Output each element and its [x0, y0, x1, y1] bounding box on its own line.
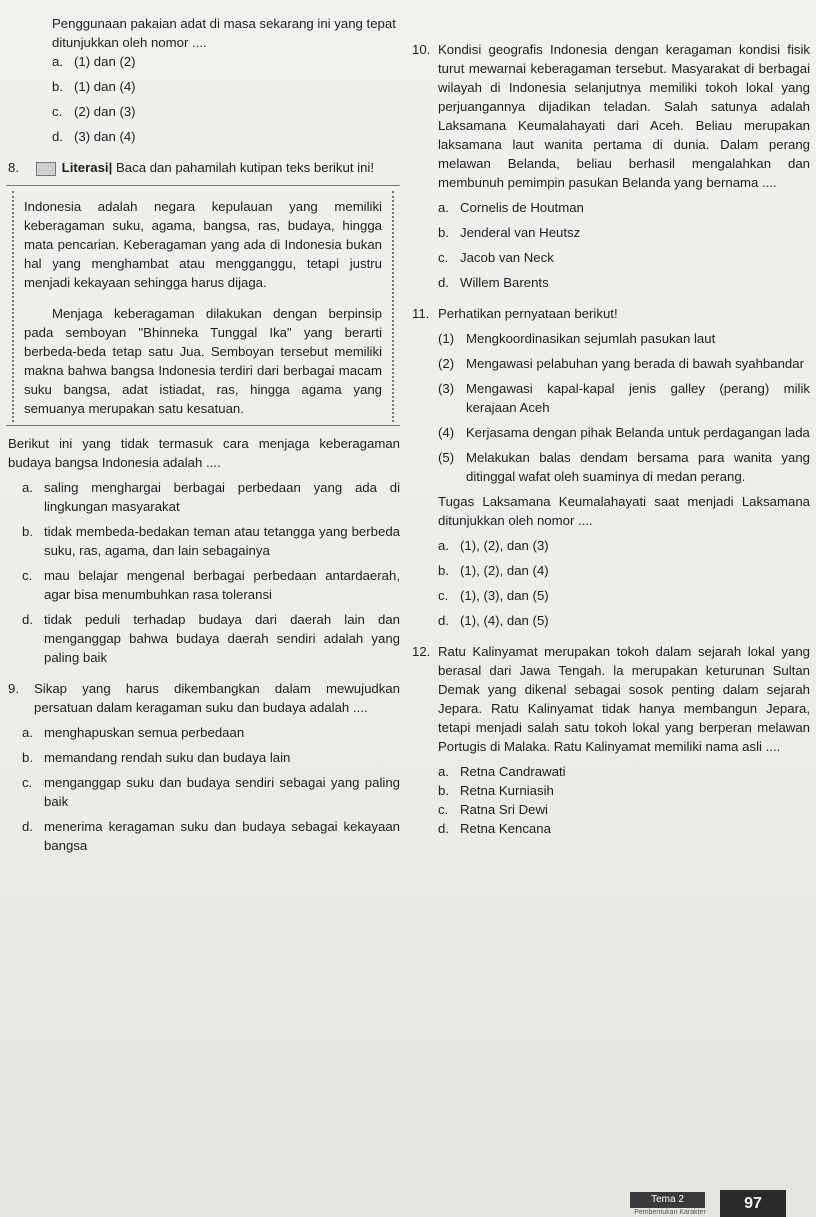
question-10 [412, 40, 810, 292]
question-10-stem: Kondisi geografis Indonesia dengan keragaman kondisi fisik turut mewarnai keberagaman tersebut. Masyarakat di berbagai wilayah di Indonesia selanjutnya memiliki tokoh lokal yang perjuangannya dijadikan teladan. Salah satunya adalah Laksamana Keumalahayati dari Aceh. Beliau merupakan laksamana laut wanita pertama di dunia. Dalam perang melawan Belanda, beliau berhasil mengalahkan dan membunuh pemimpin pasukan Belanda yang bernama .... [438, 42, 810, 190]
question-12 [412, 642, 810, 838]
question-9-stem: Sikap yang harus dikembangkan dalam mewujudkan persatuan dalam keragaman suku dan budaya adalah .... [34, 681, 400, 715]
statement-5: (5) Melakukan balas dendam bersama para wanita yang ditinggal wafat oleh suaminya di medan perang. [438, 450, 810, 484]
question-8-option-d[interactable]: d. tidak peduli terhadap budaya dari daerah lain dan menganggap bahwa budaya daerah sendiri adalah yang paling baik [22, 612, 400, 665]
question-11-option-d[interactable]: d. (1), (4), dan (5) [438, 613, 549, 628]
statement-4: (4) Kerjasama dengan pihak Belanda untuk perdagangan lada [438, 425, 810, 440]
literasi-icon [36, 162, 56, 176]
passage-paragraph-1: Indonesia adalah negara kepulauan yang memiliki keberagaman suku, agama, bangsa, ras, budaya, hingga mata pencarian. Keberagaman yang ada di Indonesia bukan hal yang menghambat atau mengganggu, tetapi justru menjadi kekayaan sehingga harus dijaga. [24, 199, 382, 290]
question-11-option-a[interactable]: a. (1), (2), dan (3) [438, 538, 549, 553]
question-10-option-c[interactable]: c. Jacob van Neck [438, 250, 554, 265]
statement-1: (1) Mengkoordinasikan sejumlah pasukan laut [438, 331, 716, 346]
question-11-number: 11. [412, 306, 430, 321]
question-9-option-a[interactable]: a. menghapuskan semua perbedaan [22, 725, 245, 740]
question-12-option-d[interactable]: d. Retna Kencana [438, 821, 551, 836]
left-column [8, 14, 400, 855]
literasi-label: Literasi [61, 160, 109, 175]
right-column [412, 40, 810, 838]
question-9-number: 9. [8, 681, 19, 696]
question-10-number: 10. [412, 42, 431, 57]
tema-label: Tema 2 [630, 1192, 705, 1208]
question-12-option-a[interactable]: a. Retna Candrawati [438, 764, 566, 779]
question-9-option-c[interactable]: c. menganggap suku dan budaya sendiri sebagai yang paling baik [22, 775, 400, 809]
question-8-number: 8. [8, 160, 19, 175]
question-7-option-d[interactable]: d. (3) dan (4) [52, 129, 136, 144]
tema-subtitle: Pembentukan Karakter [634, 1209, 706, 1216]
question-7-option-a[interactable]: a. (1) dan (2) [52, 54, 136, 69]
question-8-option-b[interactable]: b. tidak membeda-bedakan teman atau tetangga yang berbeda suku, ras, agama, dan lain sebagainya [22, 524, 400, 558]
question-10-option-a[interactable]: a. Cornelis de Houtman [438, 200, 584, 215]
reading-passage [12, 191, 394, 422]
question-7-option-b[interactable]: b. (1) dan (4) [52, 79, 136, 94]
question-11-stem: Perhatikan pernyataan berikut! [438, 306, 618, 321]
question-9-option-d[interactable]: d. menerima keragaman suku dan budaya sebagai kekayaan bangsa [22, 819, 400, 853]
question-12-stem: Ratu Kalinyamat merupakan tokoh dalam sejarah lokal yang berasal dari Jawa Tengah. la merupakan keturunan Sultan Demak yang dikenal sebagai sosok penting dalam sejarah Jepara. Ratu Kalinyamat tidak hanya membangun Jepara, tetapi menjadi salah satu tokoh lokal yang berperan melawan Portugis di Malaka. Ratu Kalinyamat memiliki nama asli .... [438, 644, 810, 754]
statement-3: (3) Mengawasi kapal-kapal jenis galley (perang) milik kerajaan Aceh [438, 381, 810, 415]
question-12-option-b[interactable]: b. Retna Kurniasih [438, 783, 554, 798]
question-11-option-c[interactable]: c. (1), (3), dan (5) [438, 588, 549, 603]
question-8-stem: Berikut ini yang tidak termasuk cara menjaga keberagaman budaya bangsa Indonesia adalah .... [8, 436, 400, 470]
page-footer [620, 1190, 800, 1217]
question-12-option-c[interactable]: c. Ratna Sri Dewi [438, 802, 548, 817]
question-7-option-c[interactable]: c. (2) dan (3) [52, 104, 136, 119]
question-7-stem: Penggunaan pakaian adat di masa sekarang ini yang tepat ditunjukkan oleh nomor .... [52, 16, 396, 50]
statement-2: (2) Mengawasi pelabuhan yang berada di bawah syahbandar [438, 356, 804, 371]
question-12-number: 12. [412, 644, 431, 659]
question-11-question: Tugas Laksamana Keumalahayati saat menjadi Laksamana ditunjukkan oleh nomor .... [438, 494, 810, 528]
question-8-option-a[interactable]: a. saling menghargai berbagai perbedaan yang ada di lingkungan masyarakat [22, 480, 400, 514]
question-11-option-b[interactable]: b. (1), (2), dan (4) [438, 563, 549, 578]
question-7 [8, 14, 400, 146]
question-9-option-b[interactable]: b. memandang rendah suku dan budaya lain [22, 750, 291, 765]
question-8: 8. Literasi| Baca dan pahamilah kutipan teks berikut ini! Indonesia adalah negara kepulauan yang memiliki keberagaman suku, agama, bangsa, ras, budaya, hingga mata pencarian. Keberagaman yang ada di Indonesia bukan hal yang menghambat atau mengganggu, tetapi justru menjadi kekayaan sehingga harus dijaga. Menjaga keberagaman dilakukan dengan berpinsip pada semboyan "Bhinneka Tunggal Ika" yang berarti berbeda-beda tetap satu Jua. Semboyan tersebut memiliki makna bahwa bangsa Indonesia terdiri dari berbagai macam suku bangsa, adat istiadat, ras, hingga agama yang semuanya merupakan satu kesatuan. Berikut ini yang tidak termasuk cara menjaga keberagaman budaya bangsa Indonesia adalah .... a. saling menghargai berbagai perbedaan yang ada di lingkungan masyarakat b. tidak membeda-bedakan teman atau tetangga yang berbeda suku, ras, agama, dan lain sebagainya c. mau belajar mengenal berbagai perbedaan antardaerah, agar bisa menumbuhkan rasa toleransi d. tidak peduli terhadap budaya dari daerah lain dan menganggap bahwa budaya daerah sendiri adalah yang paling baik [8, 160, 400, 665]
passage-paragraph-2: Menjaga keberagaman dilakukan dengan berpinsip pada semboyan "Bhinneka Tunggal Ika" yang berarti berbeda-beda tetap satu Jua. Semboyan tersebut memiliki makna bahwa bangsa Indonesia terdiri dari berbagai macam suku bangsa, adat istiadat, ras, hingga agama yang semuanya merupakan satu kesatuan. [24, 306, 382, 416]
question-9 [8, 679, 400, 855]
question-11 [412, 304, 810, 630]
question-8-instruction: Baca dan pahamilah kutipan teks berikut ini! [115, 160, 375, 175]
page-number: 97 [720, 1190, 786, 1217]
question-10-option-d[interactable]: d. Willem Barents [438, 275, 549, 290]
question-8-option-c[interactable]: c. mau belajar mengenal berbagai perbedaan antardaerah, agar bisa menumbuhkan rasa toleransi [22, 568, 400, 602]
question-10-option-b[interactable]: b. Jenderal van Heutsz [438, 225, 581, 240]
